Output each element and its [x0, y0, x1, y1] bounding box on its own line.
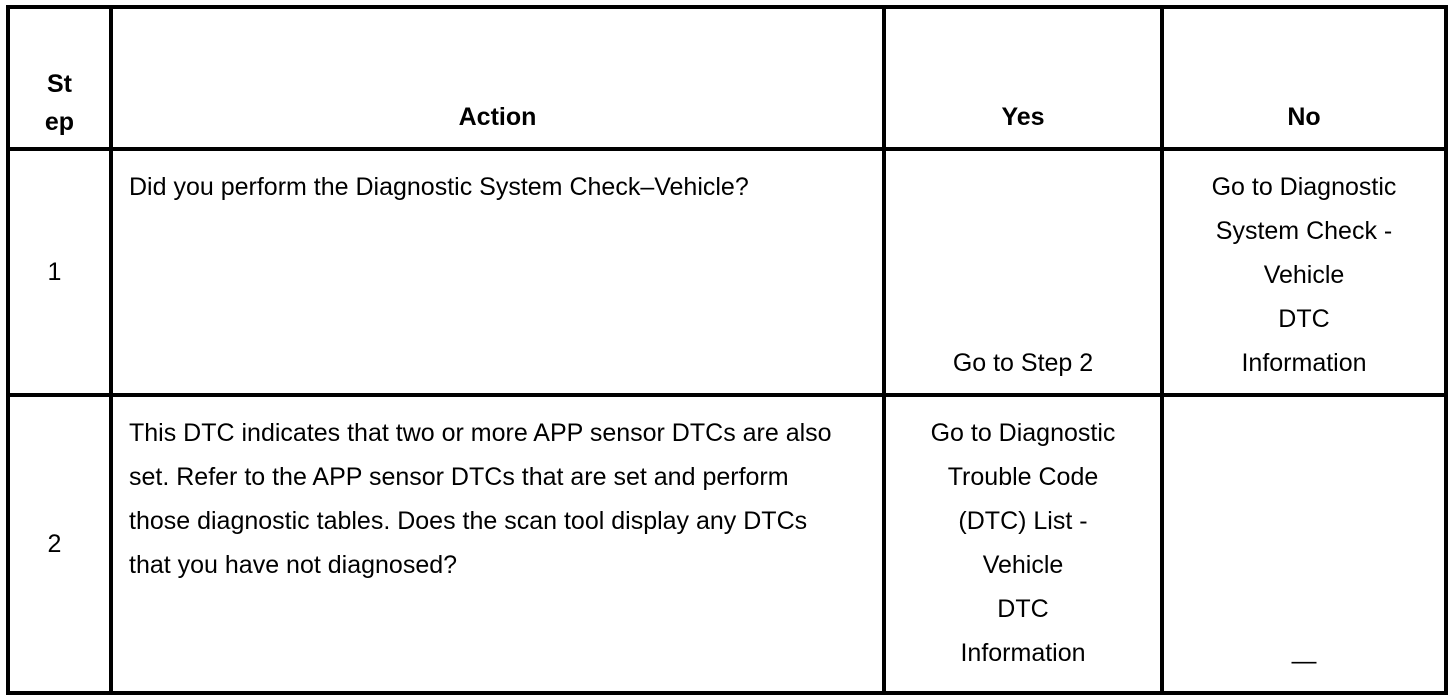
- no-link-line[interactable]: Go to Diagnostic: [1211, 173, 1397, 201]
- no-cell: [1162, 395, 1446, 693]
- yes-cell: [884, 149, 1162, 395]
- header-action: Action: [111, 7, 884, 149]
- no-link-line[interactable]: DTC: [1278, 305, 1330, 333]
- action-text: This DTC indicates that two or more APP sensor DTCs are also set. Refer to the APP sensor DTCs that are set and perform those diagnostic tables. Does the scan tool display any DTCs that you have not diagnosed?: [111, 395, 884, 693]
- yes-link-line[interactable]: Information: [960, 639, 1086, 667]
- no-cell: [1162, 149, 1446, 395]
- table-row: [8, 395, 1446, 693]
- table-row: [8, 149, 1446, 395]
- yes-link[interactable]: Go to Step 2: [952, 349, 1094, 377]
- diagnostic-table: [6, 5, 1448, 695]
- header-step-line: ep: [44, 108, 75, 136]
- no-dash: —: [1291, 647, 1317, 675]
- yes-link-line[interactable]: Vehicle: [982, 551, 1064, 579]
- header-no: No: [1162, 7, 1446, 149]
- no-link-line[interactable]: System Check -: [1215, 217, 1393, 245]
- no-link-line[interactable]: Vehicle: [1263, 261, 1345, 289]
- action-text: Did you perform the Diagnostic System Check–Vehicle?: [111, 149, 884, 395]
- no-link-line[interactable]: Information: [1241, 349, 1367, 377]
- yes-link-line[interactable]: DTC: [997, 595, 1049, 623]
- yes-link-line[interactable]: (DTC) List -: [958, 507, 1088, 535]
- yes-link-line[interactable]: Go to Diagnostic: [930, 419, 1116, 447]
- header-step: [8, 7, 111, 149]
- header-yes: Yes: [884, 7, 1162, 149]
- header-row: [8, 7, 1446, 149]
- step-number: 1: [8, 149, 111, 395]
- yes-cell: [884, 395, 1162, 693]
- header-step-line: St: [47, 70, 72, 98]
- yes-link-line[interactable]: Trouble Code: [947, 463, 1099, 491]
- step-number: 2: [8, 395, 111, 693]
